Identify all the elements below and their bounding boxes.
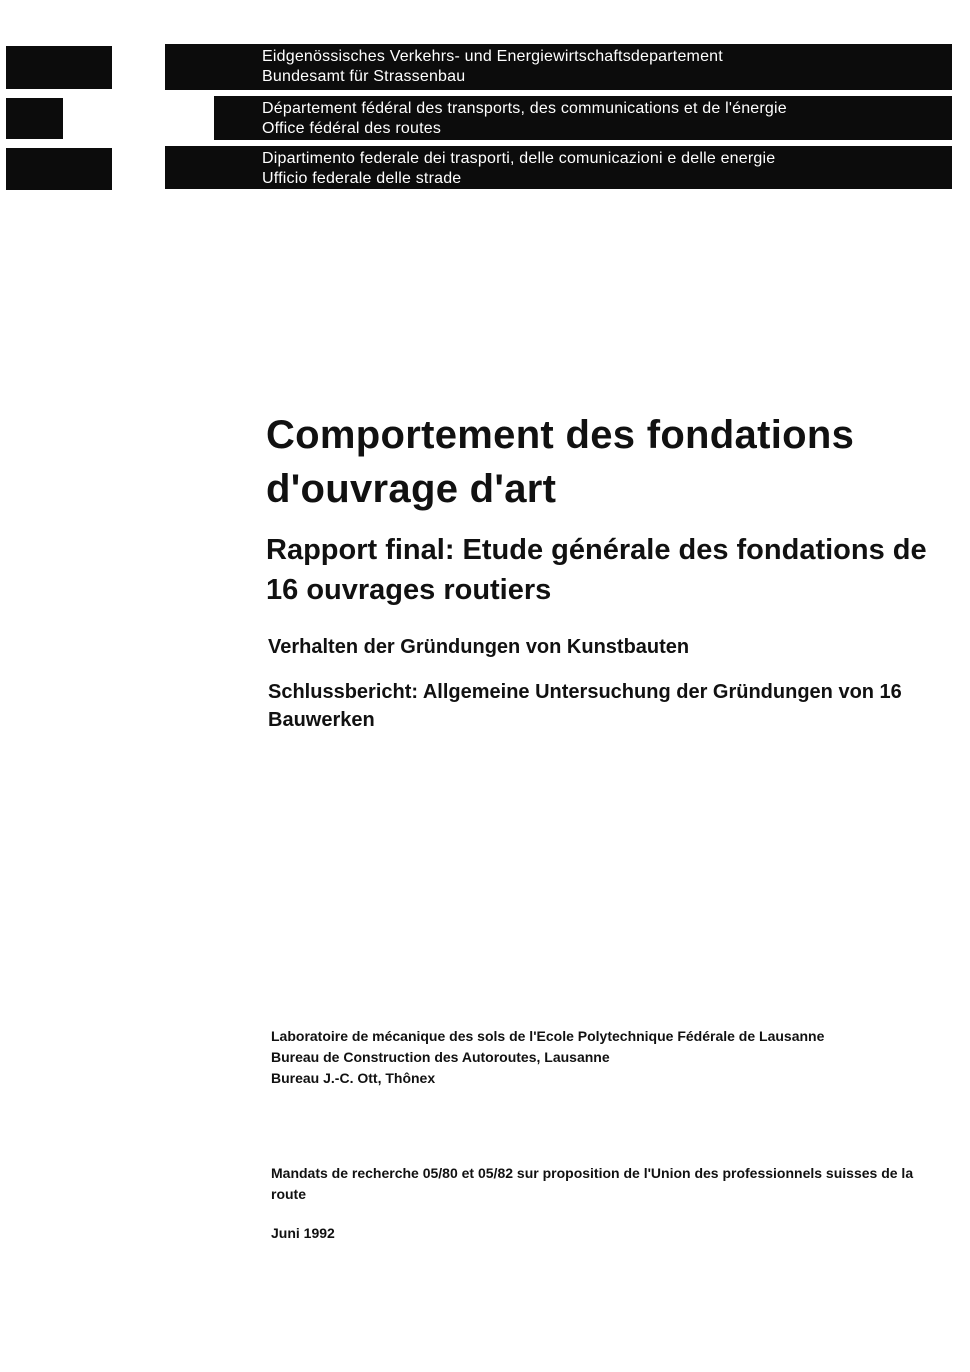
header-bar-german xyxy=(165,44,952,90)
research-mandate: Mandats de recherche 05/80 et 05/82 sur proposition de l'Union des professionnels suisses de la route xyxy=(271,1165,914,1202)
german-title: Verhalten der Gründungen von Kunstbauten xyxy=(268,636,690,658)
office-name-french: Office fédéral des routes xyxy=(262,120,442,137)
federal-logo-bar-bottom xyxy=(6,148,112,190)
department-name-german: Eidgenössisches Verkehrs- und Energiewirtschaftsdepartement xyxy=(262,48,723,65)
office-name-italian: Ufficio federale delle strade xyxy=(262,170,462,187)
header-bar-french xyxy=(214,96,952,140)
header-bar-italian xyxy=(165,146,952,189)
author-line: Bureau de Construction des Autoroutes, Lausanne xyxy=(271,1049,610,1065)
report-title: Comportement des fondations d'ouvrage d'art xyxy=(266,413,855,511)
federal-logo-bar-top xyxy=(6,46,112,89)
author-list xyxy=(271,1026,961,1089)
federal-logo-bar-middle xyxy=(6,98,63,139)
department-name-italian: Dipartimento federale dei trasporti, delle comunicazioni e delle energie xyxy=(262,150,776,167)
author-line: Bureau J.-C. Ott, Thônex xyxy=(271,1070,436,1086)
department-name-french: Département fédéral des transports, des communications et de l'énergie xyxy=(262,100,787,117)
author-line: Laboratoire de mécanique des sols de l'Ecole Polytechnique Fédérale de Lausanne xyxy=(271,1028,825,1044)
office-name-german: Bundesamt für Strassenbau xyxy=(262,68,466,85)
publication-date: Juni 1992 xyxy=(271,1225,335,1241)
report-subtitle: Rapport final: Etude générale des fondations de 16 ouvrages routiers xyxy=(266,534,927,606)
german-subtitle: Schlussbericht: Allgemeine Untersuchung der Gründungen von 16 Bauwerken xyxy=(268,681,902,731)
